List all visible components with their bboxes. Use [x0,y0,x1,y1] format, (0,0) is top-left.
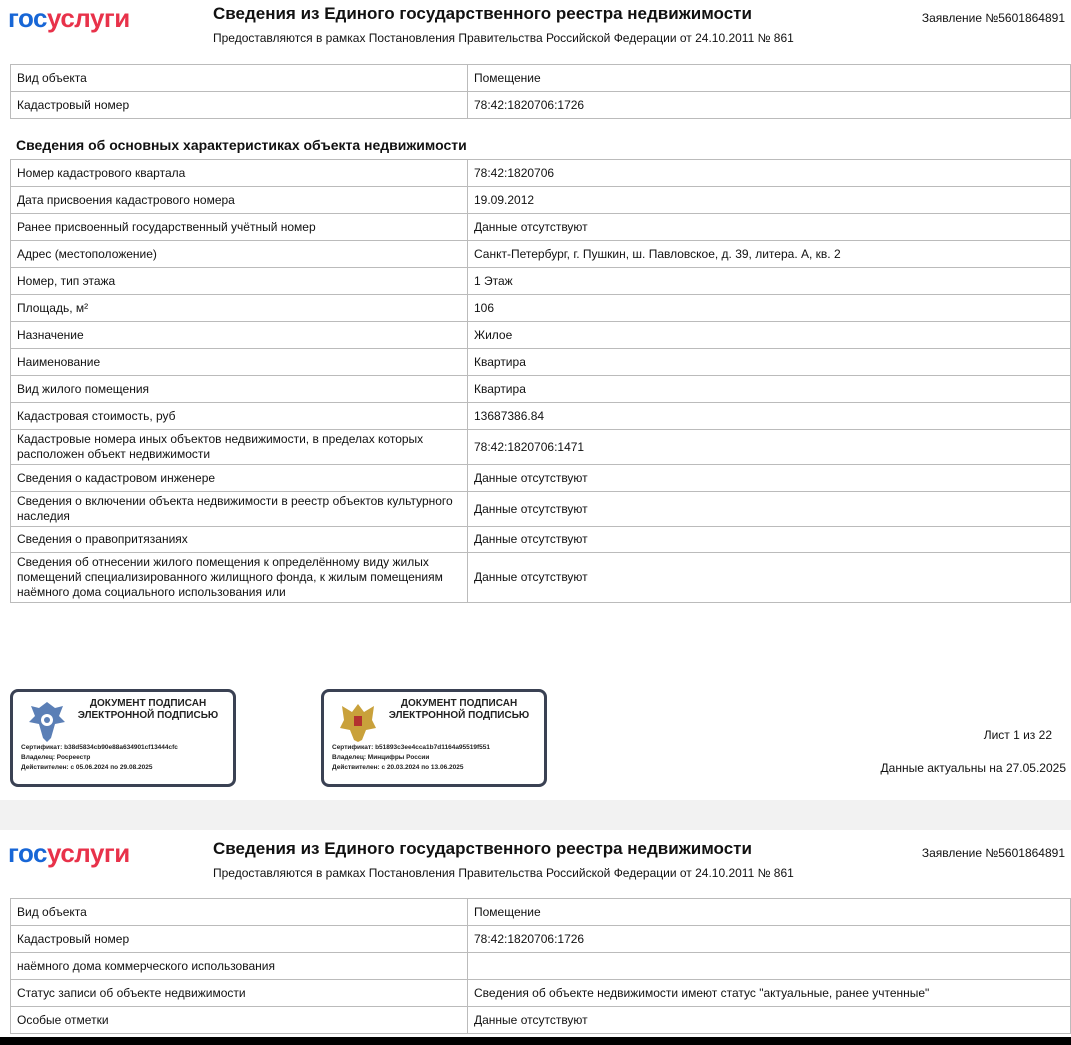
section-title: Сведения об основных характеристиках объекта недвижимости [16,137,467,153]
emblem-shield [354,716,362,726]
table-row [11,295,1071,322]
table-row [11,241,1071,268]
table-row [11,465,1071,492]
page-header [0,0,1071,52]
row-label: Сведения об отнесении жилого помещения к определённому виду жилых помещений специализированного жилищного фонда, к жилым помещениям наёмного дома социального использования или [11,553,468,603]
page-header [0,835,1071,887]
row-label: Кадастровый номер [11,92,468,119]
characteristics-table [10,159,1071,603]
page-title: Сведения из Единого государственного реестра недвижимости [213,4,752,23]
application-number: Заявление №5601864891 [921,11,1065,25]
table-row [11,953,1071,980]
row-label: Сведения о правопритязаниях [11,527,468,553]
emblem-dot [44,717,50,723]
row-label: Площадь, м² [11,295,468,322]
row-label: Вид жилого помещения [11,376,468,403]
page-separator [0,800,1071,830]
stamp-owner: Владелец: Росреестр [21,754,91,761]
row-value: Помещение [468,65,1071,92]
data-actual-date: Данные актуальны на 27.05.2025 [880,761,1066,775]
page-subtitle: Предоставляются в рамках Постановления Правительства Российской Федерации от 24.10.2011 № 861 [213,866,794,880]
row-label: Адрес (местоположение) [11,241,468,268]
row-value: 1 Этаж [468,268,1071,295]
row-value: Данные отсутствуют [468,465,1071,492]
table-row [11,160,1071,187]
row-value: Помещение [468,899,1071,926]
table-row [11,92,1071,119]
row-value: 13687386.84 [468,403,1071,430]
table-row [11,430,1071,465]
table-row [11,376,1071,403]
table-row [11,1007,1071,1034]
row-value: Квартира [468,349,1071,376]
row-value: Данные отсутствуют [468,1007,1071,1034]
row-label: Номер кадастрового квартала [11,160,468,187]
table-row [11,322,1071,349]
row-value: 19.09.2012 [468,187,1071,214]
row-value: 78:42:1820706:1726 [468,92,1071,119]
gosuslugi-logo: госуслуги [8,3,130,33]
row-value: 78:42:1820706:1726 [468,926,1071,953]
table-row [11,65,1071,92]
row-value: Данные отсутствуют [468,492,1071,527]
row-value: 78:42:1820706:1471 [468,430,1071,465]
table-row [11,926,1071,953]
row-label: Кадастровые номера иных объектов недвижимости, в пределах которых расположен объект недвижимости [11,430,468,465]
row-value: 106 [468,295,1071,322]
coat-of-arms-icon [336,698,380,744]
bottom-edge-bar [0,1037,1071,1045]
stamp-certificate: Сертификат: b51893c3ee4cca1b7d1164a95519f551 [332,744,491,751]
stamp-owner: Владелец: Минцифры России [332,754,430,761]
table-row [11,527,1071,553]
row-label: Наименование [11,349,468,376]
document-page-2 [0,835,1071,1027]
object-table [10,64,1071,119]
rosreestr-emblem-icon [25,698,69,744]
row-value: Квартира [468,376,1071,403]
row-label: Кадастровый номер [11,926,468,953]
stamp-validity: Действителен: с 20.03.2024 по 13.06.2025 [332,764,464,771]
table-row [11,349,1071,376]
row-value: 78:42:1820706 [468,160,1071,187]
application-number: Заявление №5601864891 [921,846,1065,860]
stamp-title: ДОКУМЕНТ ПОДПИСАН ЭЛЕКТРОННОЙ ПОДПИСЬЮ [388,698,530,721]
stamp-validity: Действителен: с 05.06.2024 по 29.08.2025 [21,764,153,771]
row-label: Сведения о включении объекта недвижимости в реестр объектов культурного наследия [11,492,468,527]
row-label: Статус записи об объекте недвижимости [11,980,468,1007]
row-label: Сведения о кадастровом инженере [11,465,468,492]
table-row [11,214,1071,241]
signature-stamp [10,689,236,787]
table-row [11,268,1071,295]
row-label: Вид объекта [11,899,468,926]
row-label: наёмного дома коммерческого использования [11,953,468,980]
row-value: Данные отсутствуют [468,214,1071,241]
gosuslugi-logo: госуслуги [8,838,130,868]
row-label: Вид объекта [11,65,468,92]
table-row [11,403,1071,430]
row-value: Жилое [468,322,1071,349]
row-label: Дата присвоения кадастрового номера [11,187,468,214]
stamp-title: ДОКУМЕНТ ПОДПИСАН ЭЛЕКТРОННОЙ ПОДПИСЬЮ [77,698,219,721]
row-label: Номер, тип этажа [11,268,468,295]
table-row [11,980,1071,1007]
table-row [11,553,1071,603]
page-title: Сведения из Единого государственного реестра недвижимости [213,839,752,858]
row-label: Кадастровая стоимость, руб [11,403,468,430]
stamp-certificate: Сертификат: b38d5834cb90e88a634901cf13444cfc [21,744,178,751]
table-row [11,187,1071,214]
row-label: Ранее присвоенный государственный учётный номер [11,214,468,241]
row-label: Особые отметки [11,1007,468,1034]
table-row [11,492,1071,527]
row-label: Назначение [11,322,468,349]
row-value: Данные отсутствуют [468,527,1071,553]
row-value [468,953,1071,980]
table-row [11,899,1071,926]
signature-stamp [321,689,547,787]
page-subtitle: Предоставляются в рамках Постановления Правительства Российской Федерации от 24.10.2011 № 861 [213,31,794,45]
row-value: Сведения об объекте недвижимости имеют статус "актуальные, ранее учтенные" [468,980,1071,1007]
row-value: Санкт-Петербург, г. Пушкин, ш. Павловское, д. 39, литера. А, кв. 2 [468,241,1071,268]
row-value: Данные отсутствуют [468,553,1071,603]
sheet-number: Лист 1 из 22 [983,728,1052,742]
status-table [10,898,1071,1034]
